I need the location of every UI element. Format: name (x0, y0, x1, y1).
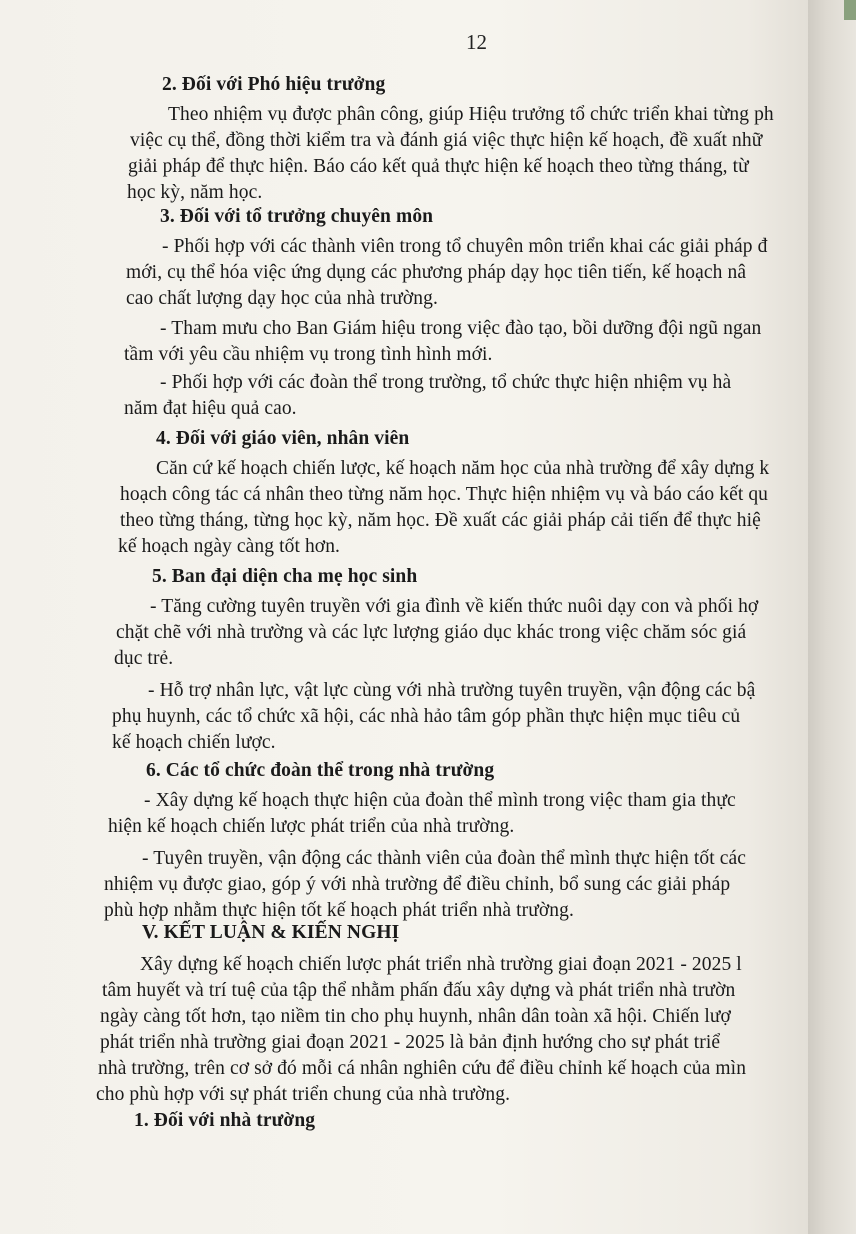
text-line: ngày càng tốt hơn, tạo niềm tin cho phụ huynh, nhân dân toàn xã hội. Chiến lượ (100, 1006, 731, 1027)
text-line: Theo nhiệm vụ được phân công, giúp Hiệu trưởng tổ chức triển khai từng ph (168, 104, 774, 125)
text-line: kế hoạch chiến lược. (112, 732, 276, 753)
text-line: mới, cụ thể hóa việc ứng dụng các phương pháp dạy học tiên tiến, kế hoạch nâ (126, 262, 747, 283)
text-line: cho phù hợp với sự phát triển chung của nhà trường. (96, 1084, 511, 1105)
text-line: phù hợp nhằm thực hiện tốt kế hoạch phát triển nhà trường. (104, 900, 574, 921)
text-line: nhà trường, trên cơ sở đó mỗi cá nhân nghiên cứu để điều chỉnh kế hoạch của mìn (98, 1058, 747, 1079)
edge-strip (844, 0, 856, 20)
text-line: hoạch công tác cá nhân theo từng năm học. Thực hiện nhiệm vụ và báo cáo kết qu (120, 484, 769, 505)
heading-pho-hieu-truong: 2. Đối với Phó hiệu trưởng (162, 74, 386, 95)
heading-doi-voi-nha-truong: 1. Đối với nhà trường (134, 1110, 316, 1131)
text-line: chặt chẽ với nhà trường và các lực lượng giáo dục khác trong việc chăm sóc giá (116, 622, 747, 643)
text-line: - Hỗ trợ nhân lực, vật lực cùng với nhà trường tuyên truyền, vận động các bậ (148, 680, 756, 701)
heading-giao-vien-nhan-vien: 4. Đối với giáo viên, nhân viên (156, 428, 410, 449)
text-line: - Xây dựng kế hoạch thực hiện của đoàn thể mình trong việc tham gia thực (144, 790, 736, 811)
heading-to-truong-chuyen-mon: 3. Đối với tổ trưởng chuyên môn (160, 206, 434, 227)
text-line: theo từng tháng, từng học kỳ, năm học. Đề xuất các giải pháp cải tiến để thực hiệ (120, 510, 761, 531)
text-line: Xây dựng kế hoạch chiến lược phát triển nhà trường giai đoạn 2021 - 2025 l (140, 954, 742, 975)
text-line: tầm với yêu cầu nhiệm vụ trong tình hình mới. (124, 344, 493, 365)
heading-to-chuc-doan-the: 6. Các tổ chức đoàn thể trong nhà trường (146, 760, 495, 781)
text-line: cao chất lượng dạy học của nhà trường. (126, 288, 438, 309)
page-number: 12 (466, 30, 487, 54)
text-line: - Tuyên truyền, vận động các thành viên của đoàn thể mình thực hiện tốt các (142, 848, 746, 869)
page-edge-shadow (808, 0, 856, 1234)
text-line: tâm huyết và trí tuệ của tập thể nhằm phấn đấu xây dựng và phát triển nhà trườn (102, 980, 736, 1001)
text-line: phát triển nhà trường giai đoạn 2021 - 2025 là bản định hướng cho sự phát triể (100, 1032, 721, 1053)
text-line: - Tăng cường tuyên truyền với gia đình về kiến thức nuôi dạy con và phối hợ (150, 596, 759, 617)
text-line: năm đạt hiệu quả cao. (124, 398, 297, 419)
text-line: phụ huynh, các tổ chức xã hội, các nhà hảo tâm góp phần thực hiện mục tiêu củ (112, 706, 741, 727)
heading-ban-dai-dien-cha-me: 5. Ban đại diện cha mẹ học sinh (152, 566, 418, 587)
text-line: dục trẻ. (114, 648, 174, 669)
text-line: giải pháp để thực hiện. Báo cáo kết quả thực hiện kế hoạch theo từng tháng, từ (128, 156, 749, 177)
text-line: việc cụ thể, đồng thời kiểm tra và đánh giá việc thực hiện kế hoạch, đề xuất nhữ (130, 130, 763, 151)
text-line: kế hoạch ngày càng tốt hơn. (118, 536, 341, 557)
text-line: - Tham mưu cho Ban Giám hiệu trong việc đào tạo, bồi dưỡng đội ngũ ngan (160, 318, 762, 339)
text-line: hiện kế hoạch chiến lược phát triển của nhà trường. (108, 816, 515, 837)
text-line: học kỳ, năm học. (127, 182, 263, 203)
heading-ket-luan-kien-nghi: V. KẾT LUẬN & KIẾN NGHỊ (142, 922, 400, 943)
text-line: Căn cứ kế hoạch chiến lược, kế hoạch năm học của nhà trường để xây dựng k (156, 458, 770, 479)
text-line: - Phối hợp với các thành viên trong tổ chuyên môn triển khai các giải pháp đ (162, 236, 768, 257)
text-line: - Phối hợp với các đoàn thể trong trường, tổ chức thực hiện nhiệm vụ hà (160, 372, 732, 393)
text-line: nhiệm vụ được giao, góp ý với nhà trường để điều chỉnh, bổ sung các giải pháp (104, 874, 731, 895)
